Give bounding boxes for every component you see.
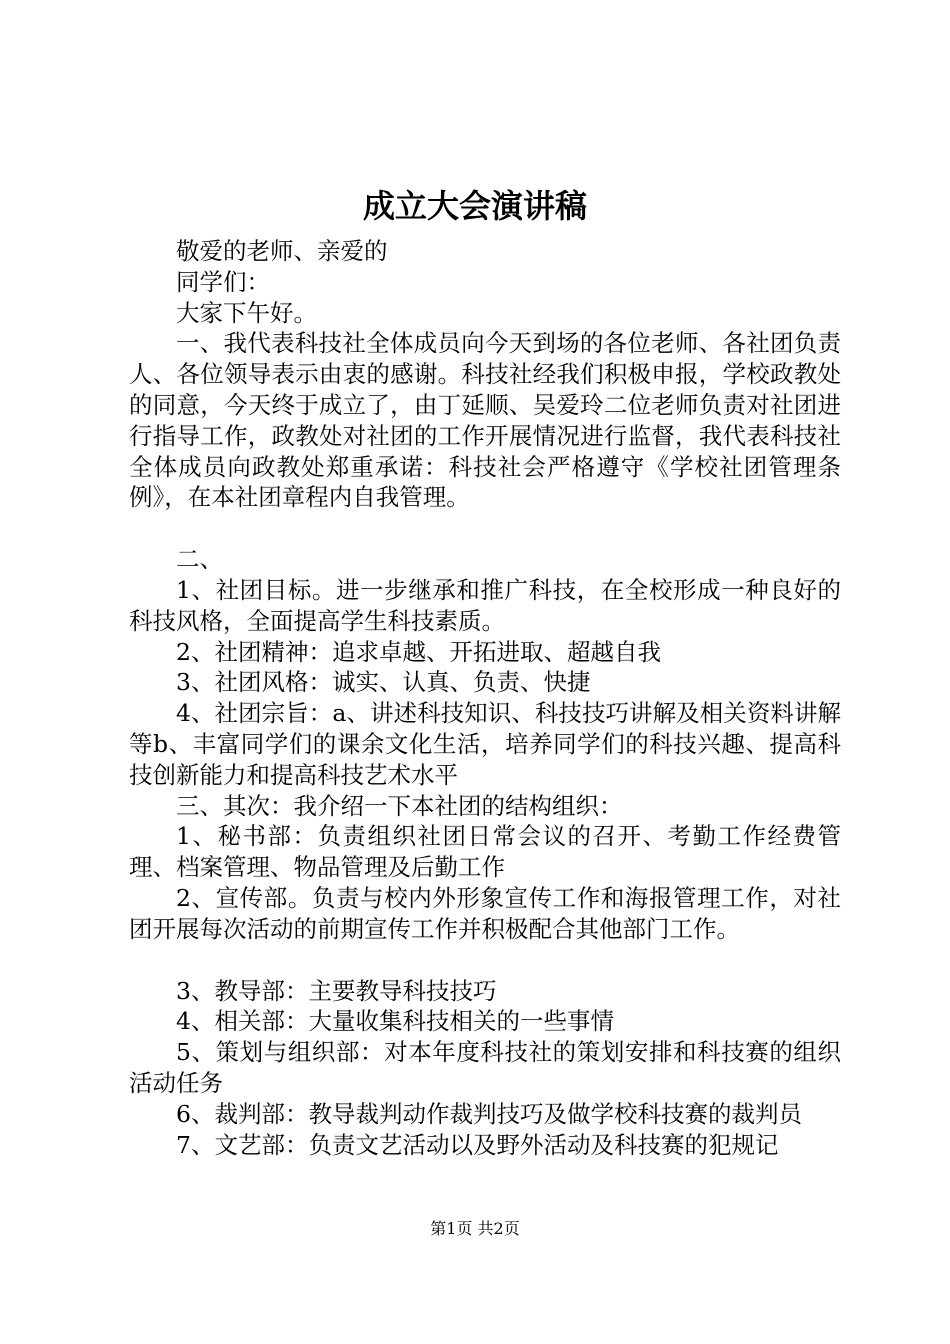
- paragraph: 4、社团宗旨：a、讲述科技知识、科技技巧讲解及相关资料讲解等b、丰富同学们的课余文化生活，培养同学们的科技兴趣、提高科技创新能力和提高科技艺术水平: [129, 699, 841, 789]
- paragraph: 4、相关部：大量收集科技相关的一些事情: [176, 1007, 614, 1036]
- paragraph: 一、我代表科技社全体成员向今天到场的各位老师、各社团负责人、各位领导表示由衷的感谢。科技社经我们积极申报，学校政教处的同意，今天终于成立了，由丁延顺、吴爱玲二位老师负责对社团进行指导工作，政教处对社团的工作开展情况进行监督，我代表科技社全体成员向政教处郑重承诺：科技社会严格遵守《学校社团管理条例》，在本社团章程内自我管理。: [129, 329, 841, 512]
- paragraph: 1、社团目标。进一步继承和推广科技，在全校形成一种良好的科技风格，全面提高学生科技素质。: [129, 575, 841, 635]
- paragraph: 2、宣传部。负责与校内外形象宣传工作和海报管理工作，对社团开展每次活动的前期宣传工作并积极配合其他部门工作。: [129, 883, 841, 943]
- paragraph: 敬爱的老师、亲爱的: [176, 237, 388, 265]
- paragraph: 3、教导部：主要教导科技技巧: [176, 976, 497, 1005]
- page-footer: 第1页 共2页: [430, 1219, 520, 1238]
- paragraph: 3、社团风格：诚实、认真、负责、快捷: [176, 668, 591, 697]
- paragraph: 同学们：: [176, 267, 270, 296]
- paragraph: 2、社团精神：追求卓越、开拓进取、超越自我: [176, 637, 661, 666]
- paragraph: 二、: [176, 545, 223, 574]
- document-title: 成立大会演讲稿: [362, 187, 587, 225]
- paragraph: 大家下午好。: [176, 298, 317, 327]
- paragraph: 1、秘书部：负责组织社团日常会议的召开、考勤工作经费管理、档案管理、物品管理及后勤工作: [129, 822, 841, 882]
- paragraph: 三、其次：我介绍一下本社团的结构组织：: [176, 791, 623, 820]
- paragraph: 5、策划与组织部：对本年度科技社的策划安排和科技赛的组织活动任务: [129, 1038, 841, 1097]
- document-body: [129, 236, 841, 1160]
- paragraph: 7、文艺部：负责文艺活动以及野外活动及科技赛的犯规记: [176, 1130, 779, 1159]
- paragraph: 6、裁判部：教导裁判动作裁判技巧及做学校科技赛的裁判员: [176, 1099, 802, 1128]
